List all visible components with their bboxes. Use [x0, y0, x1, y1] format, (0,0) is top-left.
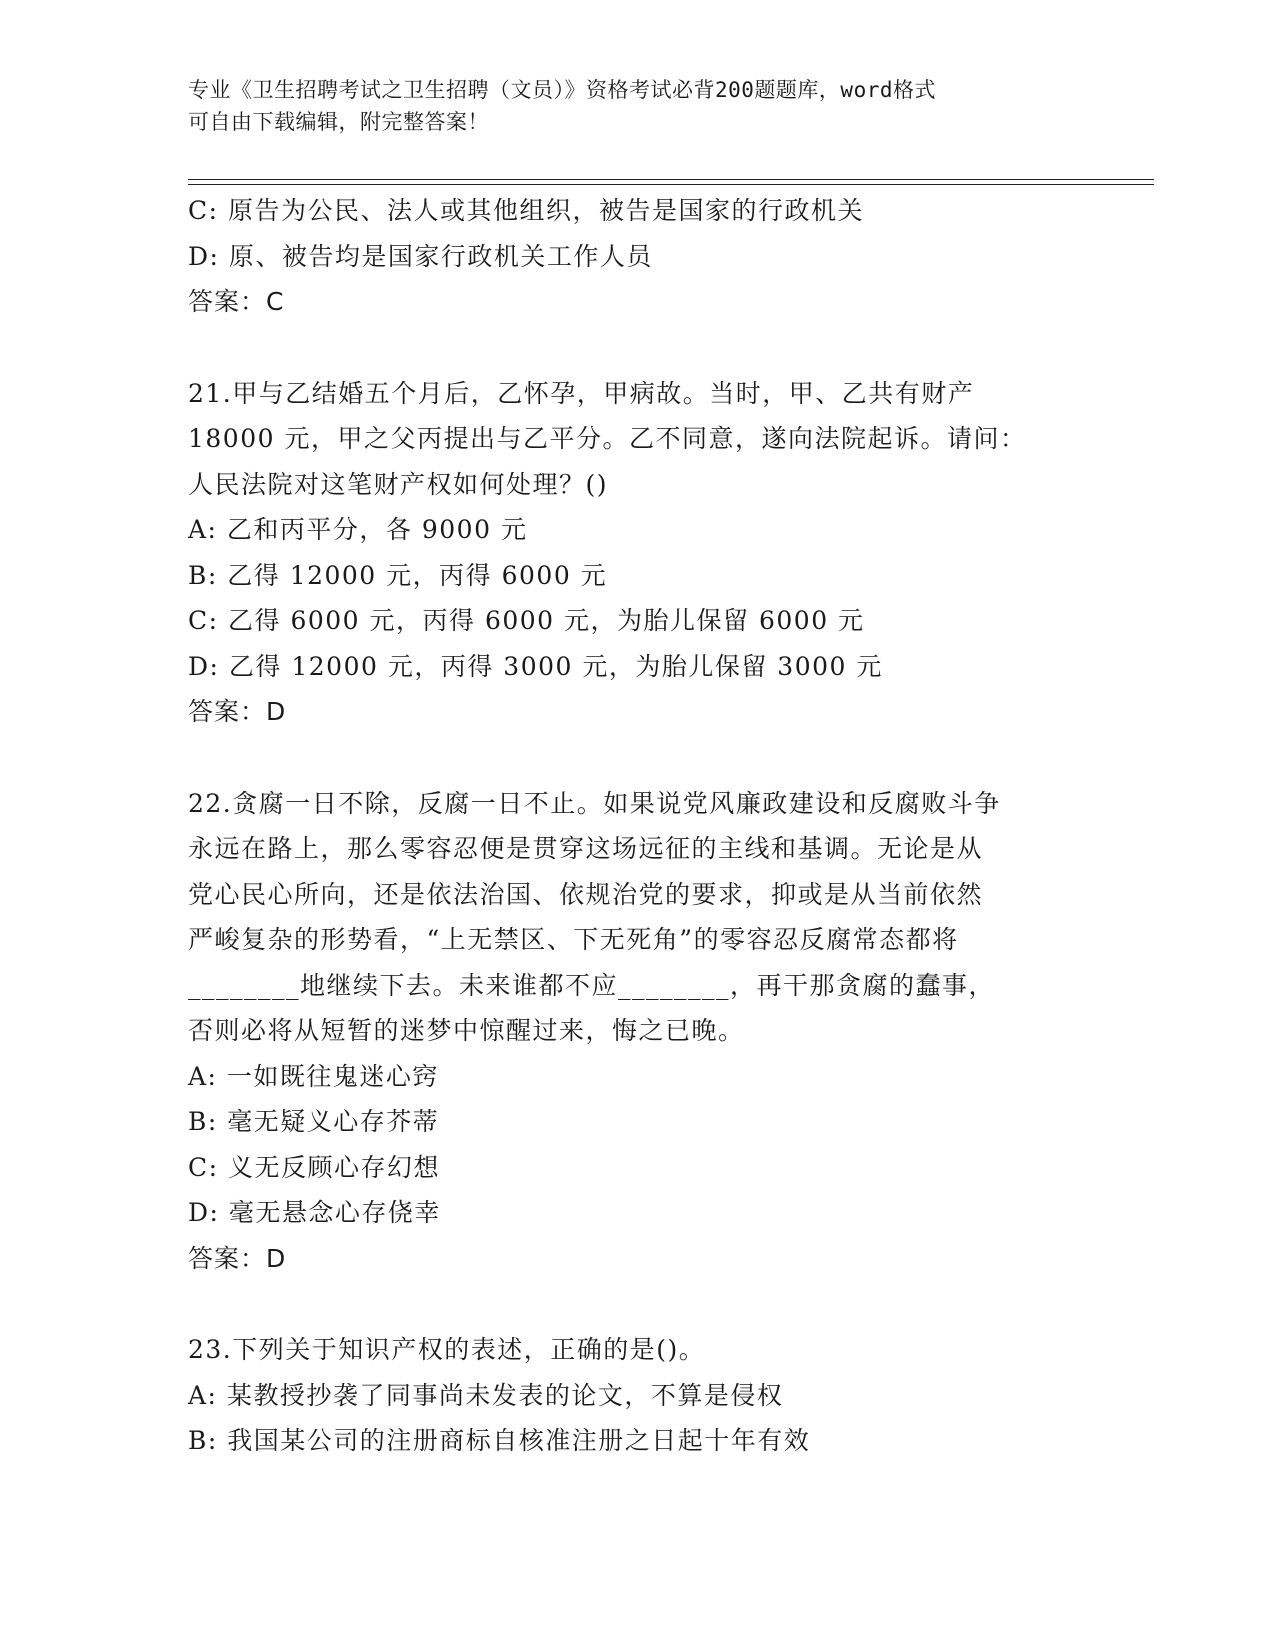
question-stem-line: 严峻复杂的形势看，“上无禁区、下无死角”的零容忍反腐常态都将 [188, 925, 959, 954]
question-stem-line: 18000 元，甲之父丙提出与乙平分。乙不同意，遂向法院起诉。请问： [188, 424, 1027, 453]
header-title-line-1: 专业《卫生招聘考试之卫生招聘（文员）》资格考试必背200题题库，word格式 [188, 78, 936, 102]
question-stem-line: 21.甲与乙结婚五个月后，乙怀孕，甲病故。当时，甲、乙共有财产 [188, 378, 975, 408]
option-d: D: 乙得 12000 元，丙得 3000 元，为胎儿保留 3000 元 [188, 651, 883, 681]
option-a: A: 乙和丙平分，各 9000 元 [188, 515, 528, 544]
question-stem-line: 人民法院对这笔财产权如何处理？() [188, 469, 609, 499]
question-21 [188, 371, 1088, 735]
header-title-line-2: 可自由下载编辑，附完整答案！ [188, 110, 489, 134]
question-22 [188, 781, 1088, 1282]
header-divider-top [188, 179, 1154, 180]
option-b: B: 毫无疑义心存芥蒂 [188, 1107, 440, 1136]
question-stem-line: 22.贪腐一日不除，反腐一日不止。如果说党风廉政建设和反腐败斗争 [188, 788, 1001, 818]
question-20-continued [188, 188, 1088, 325]
option-b: B: 我国某公司的注册商标自核准注册之日起十年有效 [188, 1426, 811, 1455]
question-list [188, 188, 1088, 1464]
answer-label: 答案：D [188, 697, 287, 726]
option-b: B: 乙得 12000 元，丙得 6000 元 [188, 560, 608, 590]
question-23 [188, 1327, 1088, 1464]
option-d: D: 毫无悬念心存侥幸 [188, 1198, 441, 1227]
spacer [188, 1281, 1088, 1327]
answer-label: 答案：D [188, 1243, 287, 1273]
header-divider-bottom [188, 184, 1154, 185]
answer-label: 答案：C [188, 287, 285, 316]
option-c: C: 义无反顾心存幻想 [188, 1152, 440, 1182]
option-c: C: 乙得 6000 元，丙得 6000 元，为胎儿保留 6000 元 [188, 606, 865, 635]
option-a: A: 某教授抄袭了同事尚未发表的论文，不算是侵权 [188, 1380, 784, 1410]
option-c: C: 原告为公民、法人或其他组织，被告是国家的行政机关 [188, 196, 865, 225]
question-stem-line: 永远在路上，那么零容忍便是贯穿这场远征的主线和基调。无论是从 [188, 834, 984, 863]
spacer [188, 735, 1088, 781]
question-stem-line: 23.下列关于知识产权的表述，正确的是()。 [188, 1335, 706, 1364]
spacer [188, 325, 1088, 371]
option-a: A: 一如既往鬼迷心窍 [188, 1061, 439, 1091]
question-stem-line: 党心民心所向，还是依法治国、依规治党的要求，抑或是从当前依然 [188, 879, 984, 909]
option-d: D: 原、被告均是国家行政机关工作人员 [188, 241, 653, 271]
document-header [188, 74, 1068, 138]
question-stem-line: ________地继续下去。未来谁都不应________，再干那贪腐的蠢事， [188, 970, 996, 1000]
question-stem-line: 否则必将从短暂的迷梦中惊醒过来，悔之已晚。 [188, 1016, 745, 1045]
